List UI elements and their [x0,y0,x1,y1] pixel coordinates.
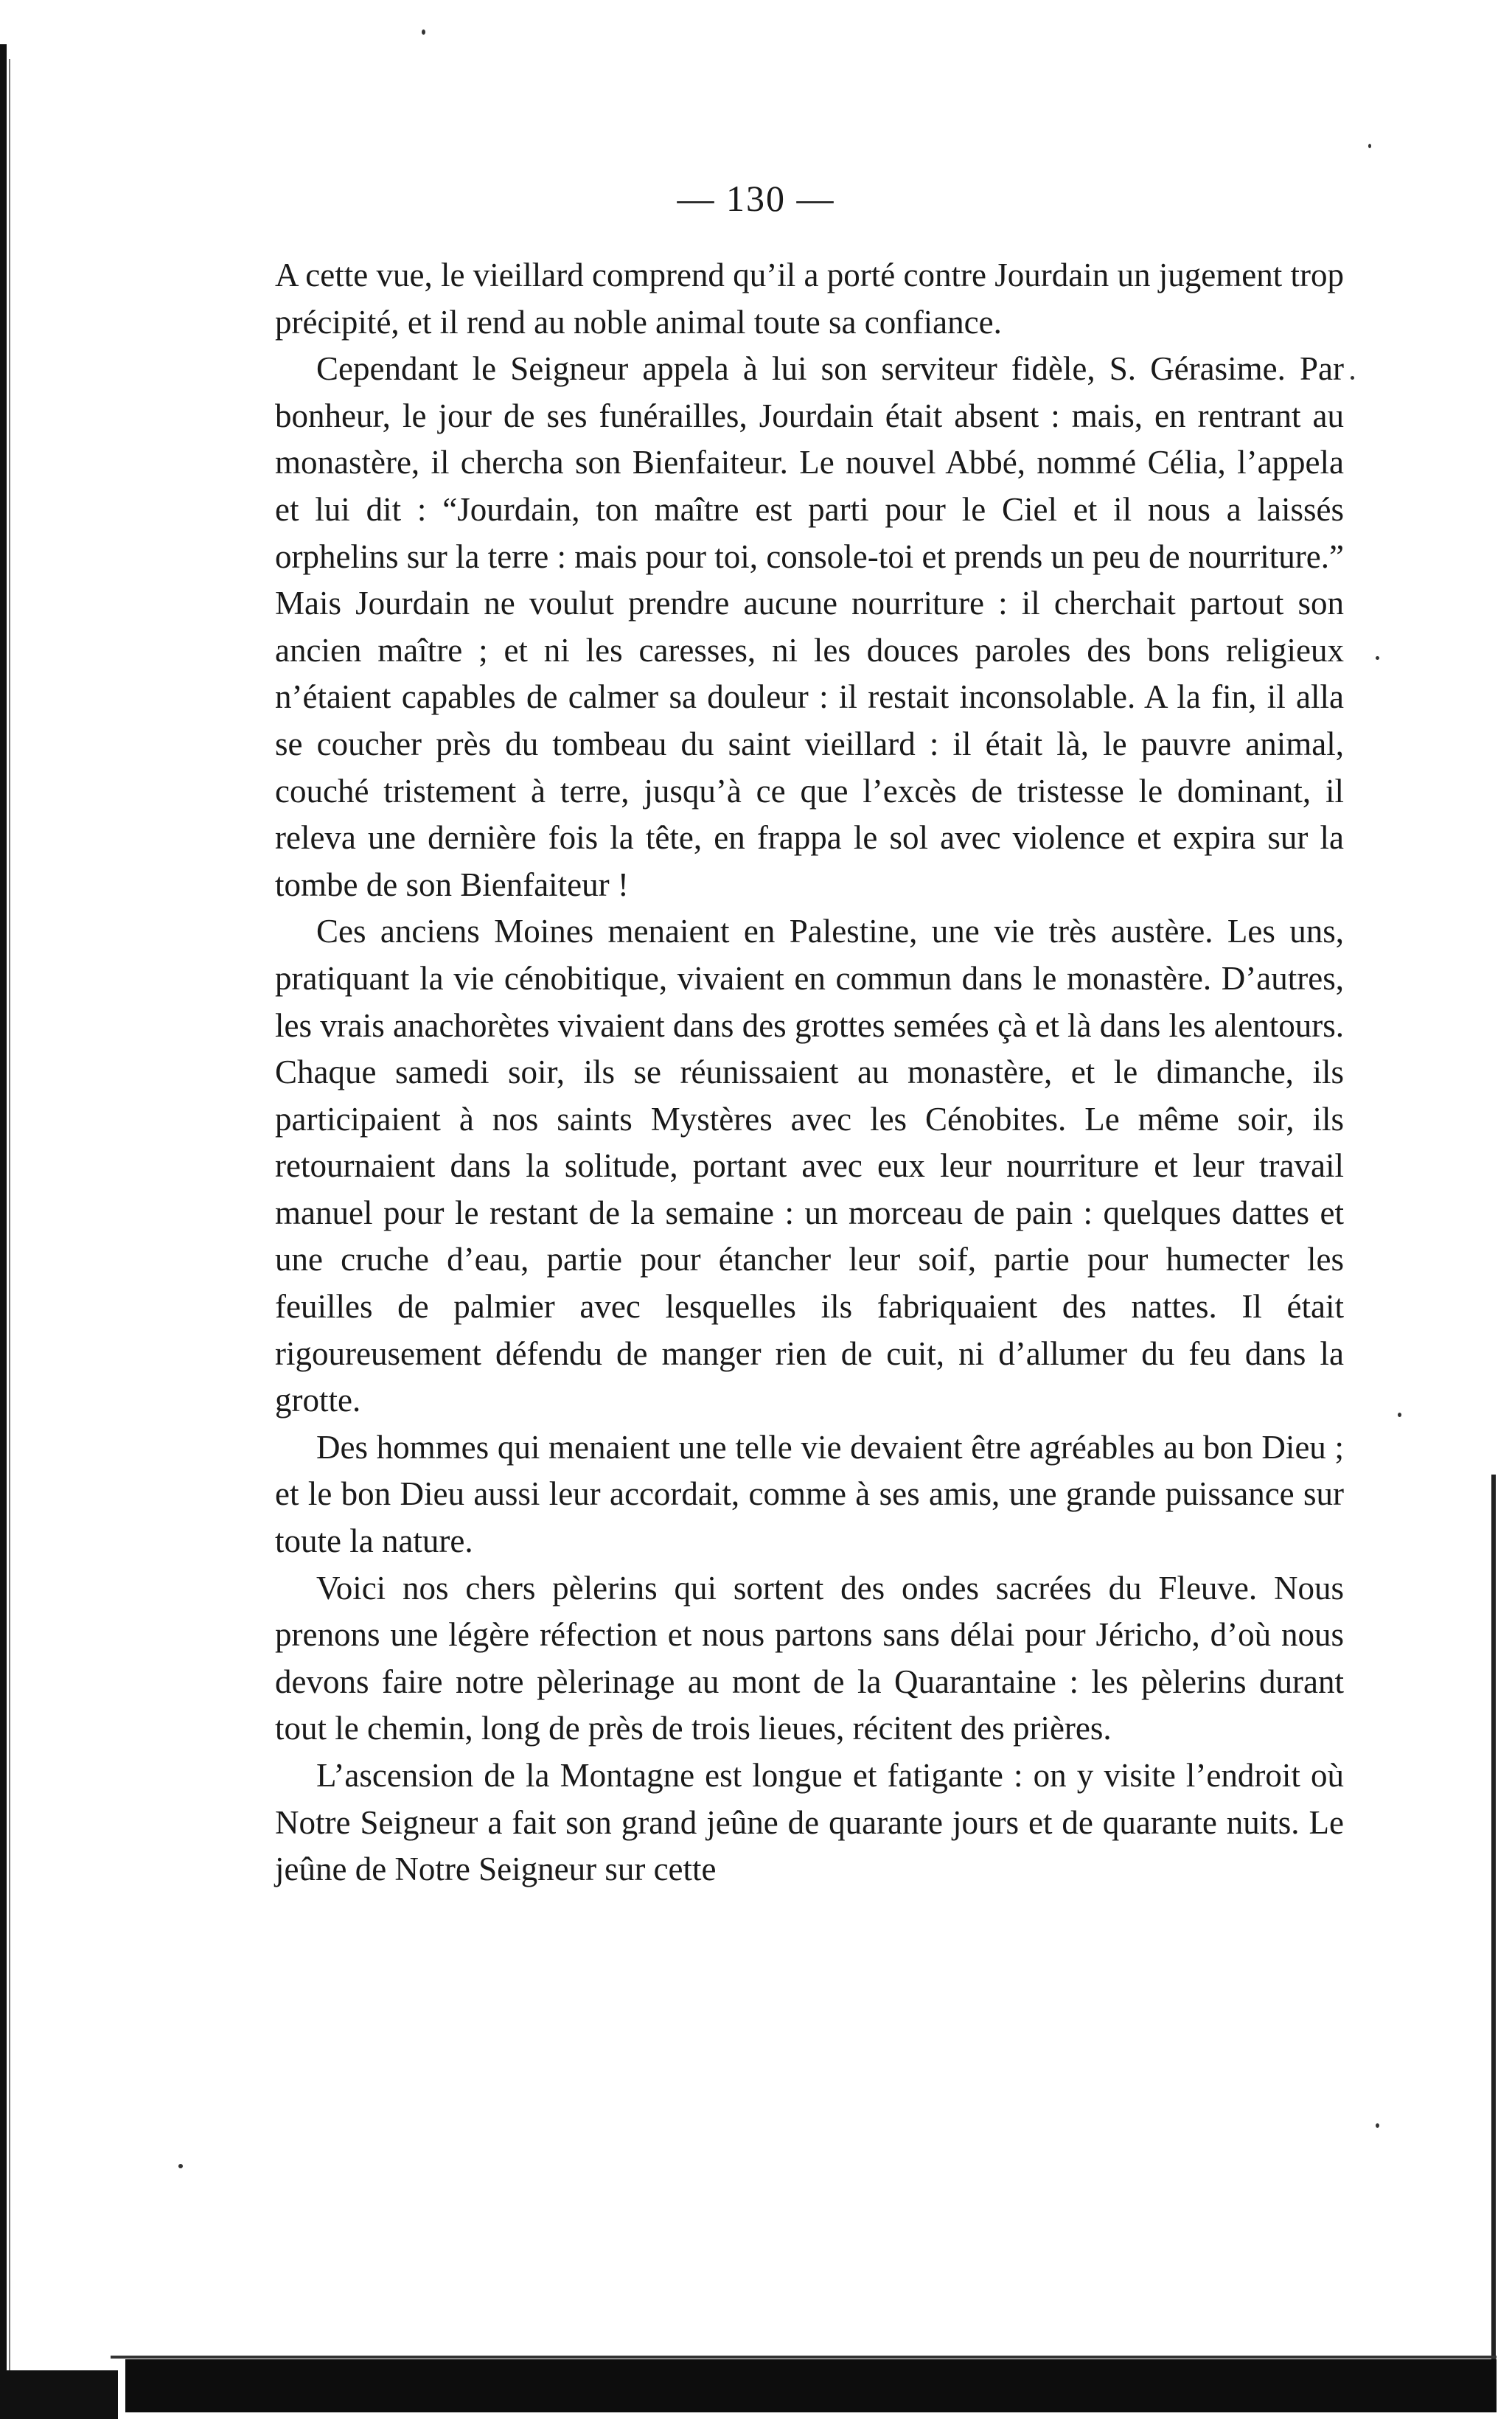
bottom-scan-edge [125,2359,1497,2412]
paragraph: Voici nos chers pèlerins qui sortent des ondes sacrées du Fleuve. Nous prenons une légère réfection et nous partons sans délai pour Jéricho, d’où nous devons faire notre pèlerinage au mont de la Quarantaine : les pèlerins durant tout le chemin, long de près de trois lieues, récitent des prières. [275,1569,1344,1747]
scan-speck [178,2164,183,2168]
paragraph: Des hommes qui menaient une telle vie devaient être agréables au bon Dieu ; et le bon Dieu aussi leur accordait, comme à ses amis, une grande puissance sur toute la nature. [275,1428,1344,1560]
scan-speck [1376,656,1379,660]
left-scan-shadow [9,59,10,2404]
body-text [275,252,1344,1893]
bottom-scan-line [111,2356,1497,2359]
bottom-left-scan-corner [0,2370,118,2419]
left-scan-edge [0,44,7,2419]
paragraph: Cependant le Seigneur appela à lui son serviteur fidèle, S. Gérasime. Par bonheur, le jour de ses funérailles, Jourdain était absent : mais, en rentrant au monastère, il chercha son Bienfaiteur. Le nouvel Abbé, nommé Célia, l’appela et lui dit : “Jourdain, ton maître est parti pour le Ciel et il nous a laissés orphelins sur la terre : mais pour toi, console-toi et prends un peu de nourriture.” Mais Jourdain ne voulut prendre aucune nourriture : il cherchait partout son ancien maître ; et ni les caresses, ni les douces paroles des bons religieux n’étaient capables de calmer sa douleur : il restait inconsolable. A la fin, il alla se coucher près du tombeau du saint vieillard : il était là, le pauvre animal, couché tristement à terre, jusqu’à ce que l’excès de tristesse le dominant, il releva une dernière fois la tête, en frappa le sol avec violence et expira sur la tombe de son Bienfaiteur ! [275,350,1344,903]
scan-speck [1351,376,1354,380]
scan-speck [1368,144,1371,148]
page-number: — 130 — [677,178,835,219]
scan-speck [422,29,425,35]
paragraph: L’ascension de la Montagne est longue et fatigante : on y visite l’endroit où Notre Seigneur a fait son grand jeûne de quarante jours et de quarante nuits. Le jeûne de Notre Seigneur sur cette [275,1757,1344,1888]
scan-speck [1376,2123,1379,2128]
paragraph: Ces anciens Moines menaient en Palestine, une vie très austère. Les uns, pratiquant la vie cénobitique, vivaient en commun dans le monastère. D’autres, les vrais anachorètes vivaient dans des grottes semées çà et là dans les alentours. Chaque samedi soir, ils se réunissaient au monastère, et le dimanche, ils participaient à nos saints Mystères avec les Cénobites. Le même soir, ils retournaient dans la solitude, portant avec eux leur nourriture et leur travail manuel pour le restant de la semaine : un morceau de pain : quelques dattes et une cruche d’eau, partie pour étancher leur soif, partie pour humecter les feuilles de palmier avec lesquelles ils fabriquaient des nattes. Il était rigoureusement défendu de manger rien de cuit, ni d’allumer du feu dans la grotte. [275,913,1344,1419]
scan-speck [1398,1413,1401,1417]
right-scan-edge [1491,1475,1496,2359]
paragraph: A cette vue, le vieillard comprend qu’il a porté contre Jourdain un jugement trop précipité, et il rend au noble animal toute sa confiance. [275,257,1344,341]
